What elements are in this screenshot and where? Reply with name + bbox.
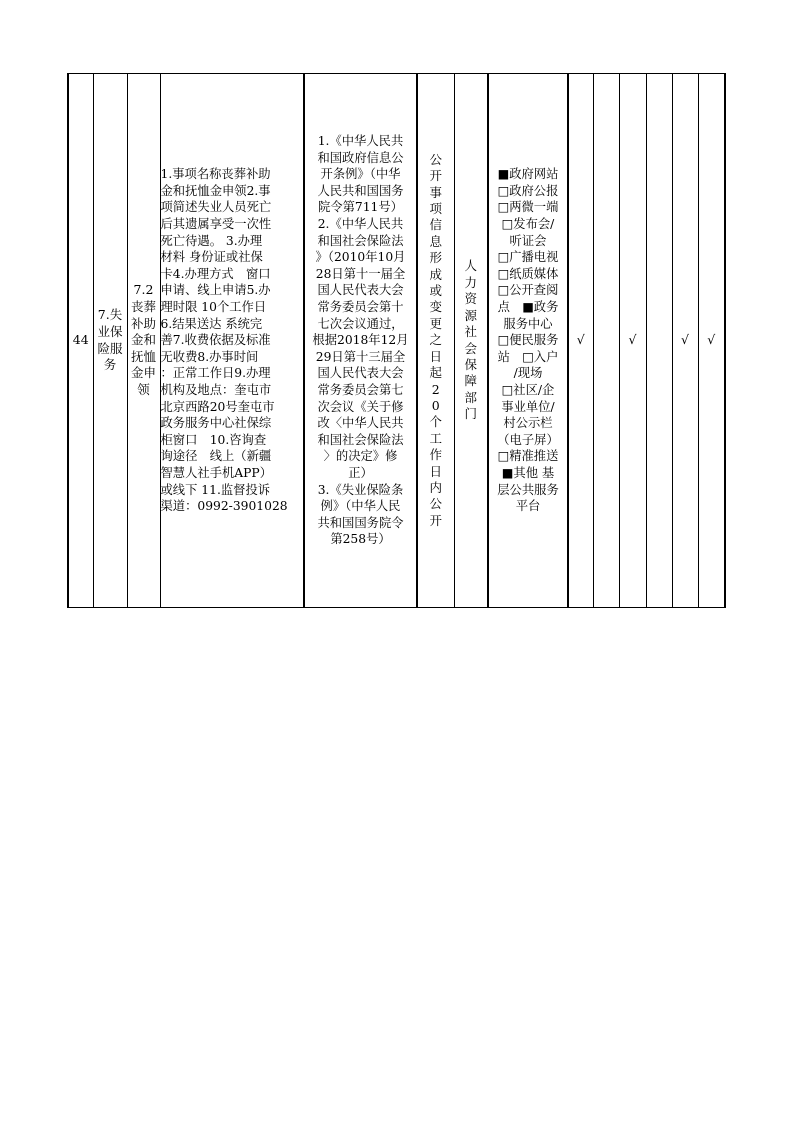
flag-cell-1 (568, 74, 593, 608)
channel-line: □政府公报 (497, 183, 559, 198)
content-line: 死亡待遇。 3.办理 (160, 233, 263, 248)
department-char: 保 (464, 356, 477, 372)
content-line: 6.结果送达 系统完 (160, 316, 263, 331)
basis-line: 常务委员会第十 (317, 300, 404, 315)
department-char: 门 (464, 406, 477, 422)
basis-cell (304, 74, 417, 608)
category-line: 业保 (97, 323, 123, 339)
channel-line: 点 ■政务 (497, 300, 559, 315)
content-line: 无收费8.办事时间 (160, 349, 259, 364)
time-limit-char: 2 (431, 381, 440, 397)
category-line: 险服 (97, 340, 123, 356)
content-line: 理时限 10个工作日 (160, 300, 267, 315)
time-limit-char: 起 (429, 365, 442, 381)
time-limit-char: 信 (429, 217, 442, 233)
time-limit-char: 项 (429, 201, 442, 217)
channel-line: □发布会/ (501, 217, 555, 232)
item-line: 领 (137, 381, 150, 397)
content-line: 金和抚恤金申领2.事 (160, 183, 271, 198)
department-char: 障 (464, 373, 477, 389)
department-cell (454, 74, 488, 608)
content-line: 政务服务中心社保综 (160, 416, 272, 431)
time-limit-cell (417, 74, 454, 608)
channel-line: □社区/企 (501, 382, 555, 397)
basis-line: 院令第711号） (318, 200, 403, 215)
content-line: 善7.收费依据及标准 (160, 333, 271, 348)
content-line: 1.事项名称丧葬补助 (160, 167, 271, 182)
content-line: 卡4.办理方式 窗口 (160, 266, 271, 281)
time-limit-char: 开 (429, 512, 442, 528)
time-limit-char: 内 (429, 479, 442, 495)
flag-cell-3 (619, 74, 646, 608)
basis-line: 七次会议通过， (317, 316, 404, 331)
content-line: 申请、线上申请5.办 (160, 283, 271, 298)
basis-line: 国人民代表大会 (317, 283, 404, 298)
channel-line: 站 □入户 (497, 349, 559, 364)
channel-line: 层公共服务 (497, 482, 559, 497)
time-limit-char: 公 (429, 151, 442, 167)
flag-cell-4 (646, 74, 672, 608)
time-limit-char: 事 (429, 184, 442, 200)
channel-line: □公开查阅 (497, 283, 559, 298)
item-cell (127, 74, 160, 608)
department-char: 部 (464, 389, 477, 405)
channel-line: 听证会 (509, 233, 547, 248)
basis-line: 改〈中华人民共 (317, 416, 404, 431)
content-line: 后其遗属享受一次性 (160, 217, 272, 232)
time-limit-char: 日 (429, 463, 442, 479)
department-char: 社 (464, 324, 477, 340)
item-line: 补助 (130, 315, 156, 331)
basis-line: 和国社会保险法 (317, 432, 404, 447)
time-limit-char: 作 (429, 447, 442, 463)
content-line: 材料 身份证或社保 (160, 250, 263, 265)
basis-line: 和国政府信息公 (317, 150, 404, 165)
category-cell (93, 74, 127, 608)
basis-line: 共和国国务院令 (317, 515, 404, 530)
time-limit-char: 形 (429, 250, 442, 266)
department-char: 源 (464, 307, 477, 323)
seq-number: 44 (72, 332, 89, 348)
basis-line: 3.《失业保险条 (317, 482, 404, 497)
channel-line: ■政府网站 (497, 167, 559, 182)
basis-line: 第258号） (330, 532, 391, 547)
content-line: 智慧人社手机APP） (160, 465, 273, 480)
item-line: 抚恤 (130, 348, 156, 364)
basis-line: 开条例》（中华 (320, 167, 401, 182)
disclosure-table (67, 73, 726, 608)
department-char: 会 (464, 340, 477, 356)
content-line: 询途径 线上（新疆 (160, 449, 272, 464)
basis-line: 人民共和国国务 (317, 183, 404, 198)
basis-line: 1.《中华人民共 (317, 134, 404, 149)
time-limit-char: 成 (429, 266, 442, 282)
basis-line: 28日第十一届全 (315, 266, 406, 281)
channel-line: ■其他 基 (501, 465, 555, 480)
content-cell (160, 74, 304, 608)
item-line: 金申 (130, 365, 156, 381)
time-limit-char: 变 (429, 299, 442, 315)
time-limit-char: 公 (429, 496, 442, 512)
item-line: 金和 (130, 332, 156, 348)
time-limit-char: 个 (429, 414, 442, 430)
content-line: 或线下 11.监督投诉 (160, 482, 271, 497)
seq-cell (68, 74, 93, 608)
channel-line: □两微一端 (497, 200, 559, 215)
content-line: ：正常工作日9.办理 (160, 366, 271, 381)
flag-cell-5 (672, 74, 698, 608)
check-mark: √ (681, 332, 689, 348)
check-mark: √ (628, 332, 637, 348)
content-line: 柜窗口 10.咨询查 (160, 432, 267, 447)
basis-line: 〉的决定》修 (323, 449, 398, 464)
basis-line: 常务委员会第七 (317, 382, 404, 397)
basis-line: 根据2018年12月 (312, 333, 409, 348)
channel-line: 事业单位/ (501, 399, 555, 414)
channel-line: □便民服务 (497, 333, 559, 348)
time-limit-char: 更 (429, 315, 442, 331)
content-line: 渠道：0992-3901028 (160, 499, 288, 514)
category-line: 务 (103, 357, 117, 373)
basis-line: 国人民代表大会 (317, 366, 404, 381)
time-limit-char: 息 (429, 233, 442, 249)
basis-line: 2.《中华人民共 (317, 217, 404, 232)
time-limit-char: 或 (429, 283, 442, 299)
basis-line: 正） (348, 465, 373, 480)
time-limit-char: 工 (429, 430, 442, 446)
channel-line: /现场 (513, 366, 543, 381)
check-mark: √ (576, 332, 585, 348)
basis-line: 》（2010年10月 (315, 250, 406, 265)
channel-line: （电子屏） (497, 432, 559, 447)
flag-cell-2 (593, 74, 619, 608)
channel-line: □精准推送 (497, 449, 559, 464)
time-limit-char: 日 (429, 348, 442, 364)
channel-line: □纸质媒体 (497, 266, 559, 281)
time-limit-char: 之 (429, 332, 442, 348)
category-line: 7.失 (97, 307, 123, 323)
content-line: 北京西路20号奎屯市 (160, 399, 275, 414)
channel-line: □广播电视 (497, 250, 559, 265)
basis-line: 例》（中华人民 (320, 499, 401, 514)
time-limit-char: 开 (429, 168, 442, 184)
item-line: 丧葬 (130, 299, 156, 315)
check-mark: √ (707, 332, 716, 348)
flag-cell-6 (698, 74, 725, 608)
basis-line: 29日第十三届全 (315, 349, 406, 364)
channel-line: 平台 (515, 499, 541, 514)
channel-line: 服务中心 (503, 316, 553, 331)
basis-line: 次会议《关于修 (317, 399, 404, 414)
department-char: 人 (464, 258, 477, 274)
item-line: 7.2 (133, 282, 154, 298)
content-line: 机构及地点：奎屯市 (160, 382, 272, 397)
channel-line: 村公示栏 (503, 416, 553, 431)
department-char: 资 (464, 291, 477, 307)
content-line: 项简述失业人员死亡 (160, 200, 272, 215)
time-limit-char: 0 (431, 397, 440, 413)
basis-line: 和国社会保险法 (317, 233, 404, 248)
table-row (68, 74, 725, 608)
channel-cell (488, 74, 568, 608)
department-char: 力 (464, 274, 477, 290)
